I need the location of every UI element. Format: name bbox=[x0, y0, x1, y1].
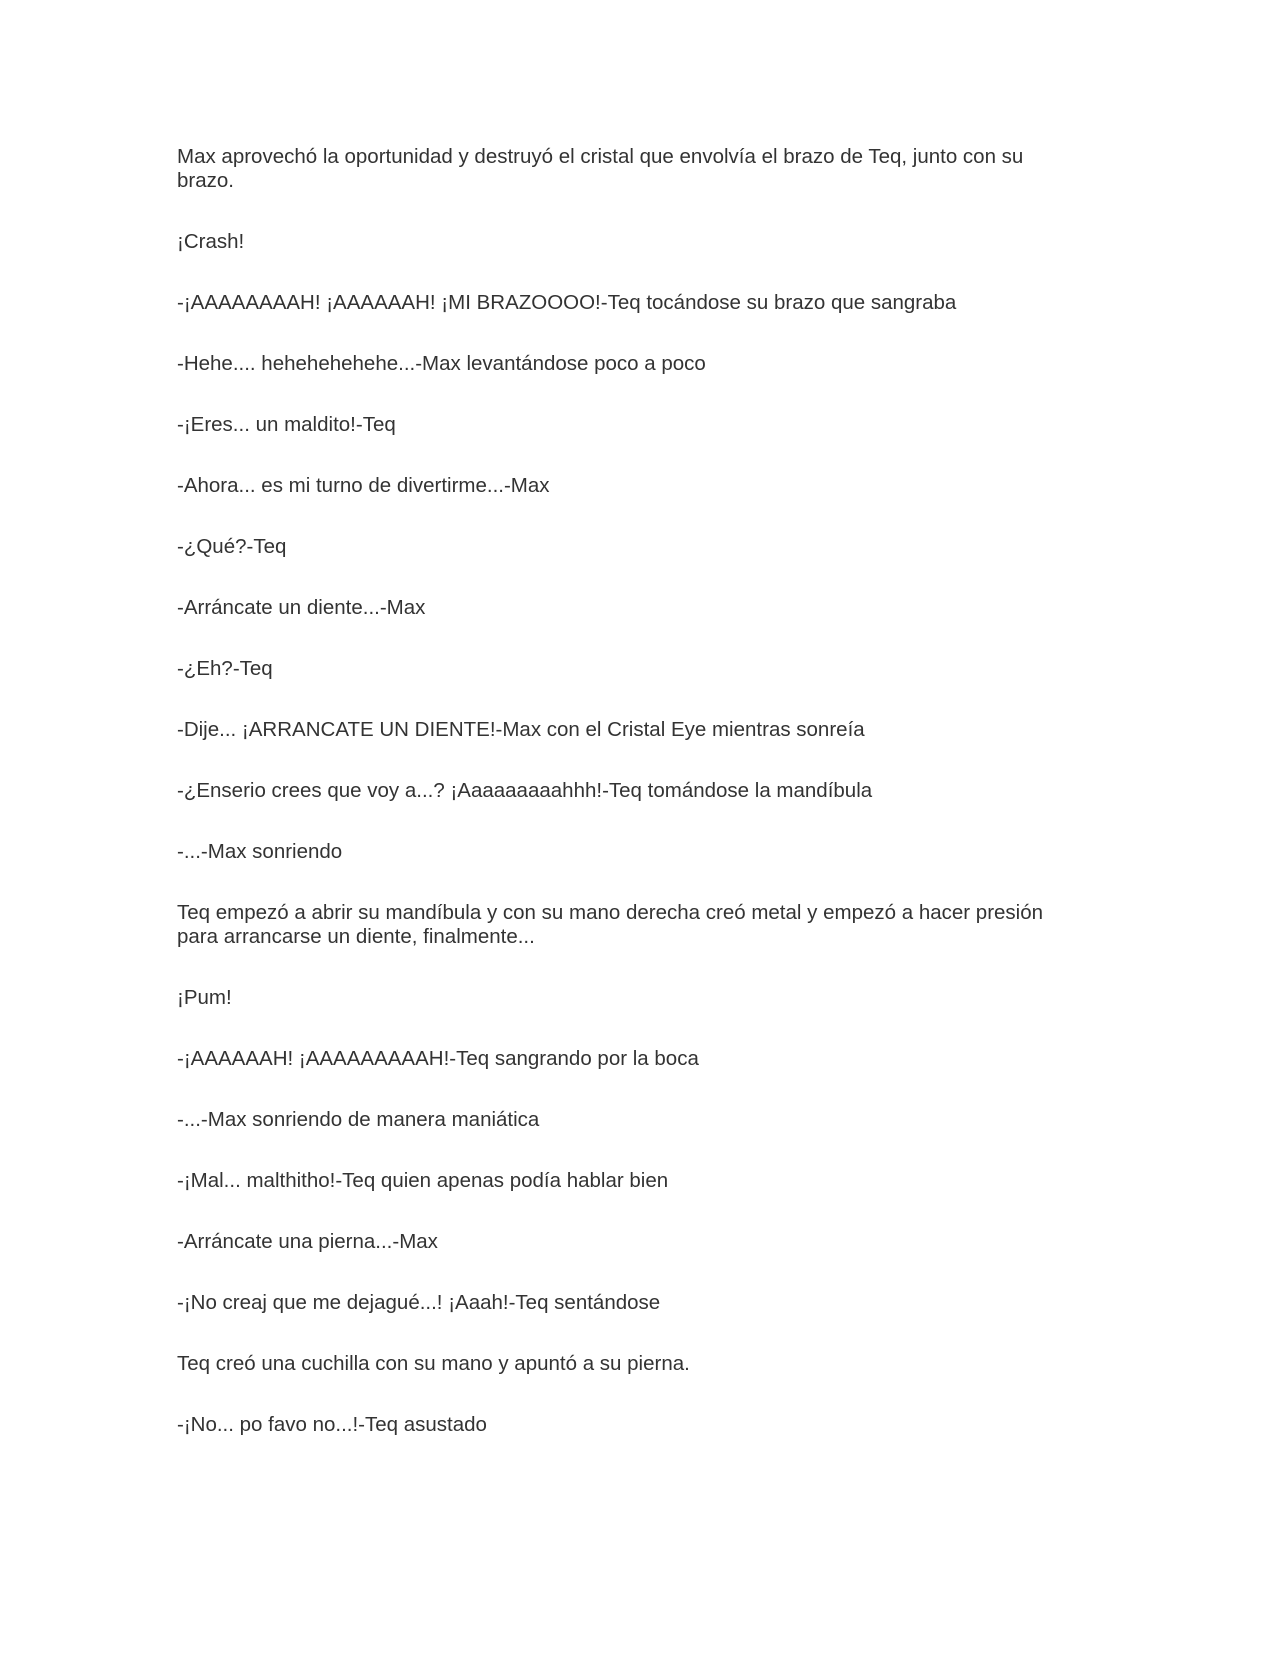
paragraph: -...-Max sonriendo bbox=[177, 840, 343, 863]
paragraph: -Dije... ¡ARRANCATE UN DIENTE!-Max con el Cristal Eye mientras sonreía bbox=[177, 718, 865, 741]
paragraph: -¿Eh?-Teq bbox=[177, 657, 273, 680]
paragraph: -¡No creaj que me dejagué...! ¡Aaah!-Teq sentándose bbox=[177, 1291, 661, 1314]
paragraph: -Arráncate una pierna...-Max bbox=[177, 1230, 438, 1253]
paragraph: -¡No... po favo no...!-Teq asustado bbox=[177, 1413, 487, 1436]
paragraph: -¡Mal... malthitho!-Teq quien apenas podía hablar bien bbox=[177, 1169, 669, 1192]
paragraph: -¡AAAAAAAAH! ¡AAAAAAH! ¡MI BRAZOOOO!-Teq tocándose su brazo que sangraba bbox=[177, 291, 957, 314]
paragraph: Max aprovechó la oportunidad y destruyó el cristal que envolvía el brazo de Teq, junto con su brazo. bbox=[177, 145, 1024, 192]
paragraph: ¡Pum! bbox=[177, 986, 232, 1009]
paragraph: -Hehe.... hehehehehehe...-Max levantándose poco a poco bbox=[177, 352, 706, 375]
paragraph: -Ahora... es mi turno de divertirme...-Max bbox=[177, 474, 550, 497]
paragraph: -Arráncate un diente...-Max bbox=[177, 596, 426, 619]
paragraph: Teq empezó a abrir su mandíbula y con su mano derecha creó metal y empezó a hacer presión para arrancarse un diente, finalmente... bbox=[177, 901, 1044, 948]
paragraph: Teq creó una cuchilla con su mano y apuntó a su pierna. bbox=[177, 1352, 690, 1375]
paragraph: ¡Crash! bbox=[177, 230, 245, 253]
paragraph: -¡Eres... un maldito!-Teq bbox=[177, 413, 396, 436]
paragraph: -¡AAAAAAH! ¡AAAAAAAAAH!-Teq sangrando por la boca bbox=[177, 1047, 699, 1070]
paragraph: -...-Max sonriendo de manera maniática bbox=[177, 1108, 540, 1131]
paragraph: -¿Enserio crees que voy a...? ¡Aaaaaaaaahhh!-Teq tomándose la mandíbula bbox=[177, 779, 873, 802]
paragraph: -¿Qué?-Teq bbox=[177, 535, 287, 558]
document-body bbox=[177, 145, 1077, 1474]
